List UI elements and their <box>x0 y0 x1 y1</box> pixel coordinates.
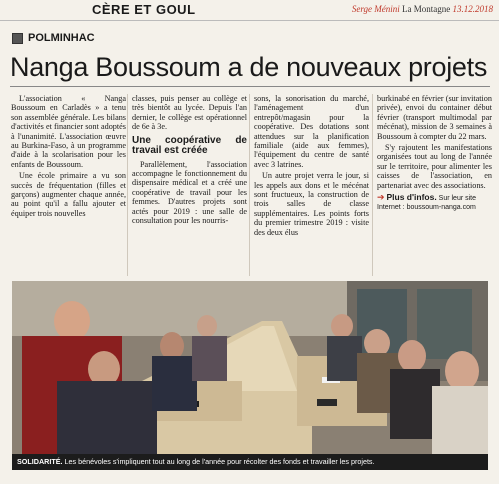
section-title: CÈRE ET GOUL <box>92 2 196 17</box>
paragraph: Parallèlement, l'association accompagne le fonctionnement du dispensaire médical et a créé une coopérative de travail pour les femmes. D'autres projets sont actés pour 2019 : une salle de consultation pour les nourris- <box>132 159 247 226</box>
article-column-3 <box>254 94 369 239</box>
photo-illustration <box>12 281 488 454</box>
website-link[interactable]: Internet : boussoum-nanga.com <box>377 203 476 211</box>
square-icon <box>12 33 23 44</box>
paragraph: S'y rajoutent les manifestations organisées tout au long de l'année sur le territoire, pour alimenter les caisses de l'association, en partenariat avec des associations. <box>377 143 492 190</box>
paragraph: L'association « Nanga Boussoum en Carladès » a tenu son assemblée générale. Les bilans d'activités et financier sont adoptés à l'unanimité. L'association œuvre au Burkina-Faso, à un programme d'aide à la scolarisation pour les enfants de Boussoum. <box>11 94 126 169</box>
photo-caption <box>12 454 488 470</box>
article-photo <box>12 281 488 454</box>
paragraph: Un autre projet verra le jour, si les appels aux dons et le mécénat sont fructueux, la construction de trois salles de classe supplémentaires. Les points forts du premier trimestre 2019 : visite des deux élus <box>254 171 369 237</box>
paragraph: Une école primaire a vu son succès de fréquentation (filles et garçons) augmenter chaque année, au point qu'il a fallu ajouter et équiper trois nouvelles <box>11 171 126 218</box>
headline: Nanga Boussoum a de nouveaux projets <box>10 52 488 82</box>
kicker <box>12 32 95 44</box>
column-divider <box>372 94 373 276</box>
caption-text: Les bénévoles s'impliquent tout au long de l'année pour récolter des fonds et travailler les projets. <box>64 457 375 466</box>
byline <box>352 4 493 14</box>
info-text: Sur leur site <box>438 195 477 203</box>
paragraph: sons, la sonorisation du marché, l'aménagement d'un entrepôt/magasin pour la coopérative. Des dotations sont attendues sur la planification familiale (aide aux femmes), l'équipement du centre de santé avec 3 latrines. <box>254 94 369 169</box>
page-header <box>0 0 499 21</box>
article-column-4 <box>377 94 492 212</box>
paragraph: classes, puis penser au collège et très bientôt au lycée. Depuis l'an dernier, le collège est opérationnel de 6e à 3e. <box>132 94 247 132</box>
article-column-1 <box>11 94 126 220</box>
column-divider <box>127 94 128 276</box>
info-label: Plus d'infos. <box>386 192 437 203</box>
divider <box>10 86 490 87</box>
newspaper-name: La Montagne <box>402 4 451 14</box>
kicker-label: POLMINHAC <box>28 32 95 44</box>
caption-label: SOLIDARITÉ. <box>17 457 63 466</box>
publication-date: 13.12.2018 <box>452 4 493 14</box>
more-info-box <box>377 193 492 212</box>
author: Serge Ménini <box>351 4 400 14</box>
article-column-2 <box>132 94 247 227</box>
paragraph: burkinabé en février (sur invitation privée), envoi du container début février (transport multimodal par mécénat), mission de 3 semaines à Boussoum à compter du 22 mars. <box>377 94 492 141</box>
subheading: Une coopérative de travail est créée <box>132 134 247 157</box>
column-divider <box>249 94 250 276</box>
arrow-right-icon: ➔ <box>377 192 385 203</box>
